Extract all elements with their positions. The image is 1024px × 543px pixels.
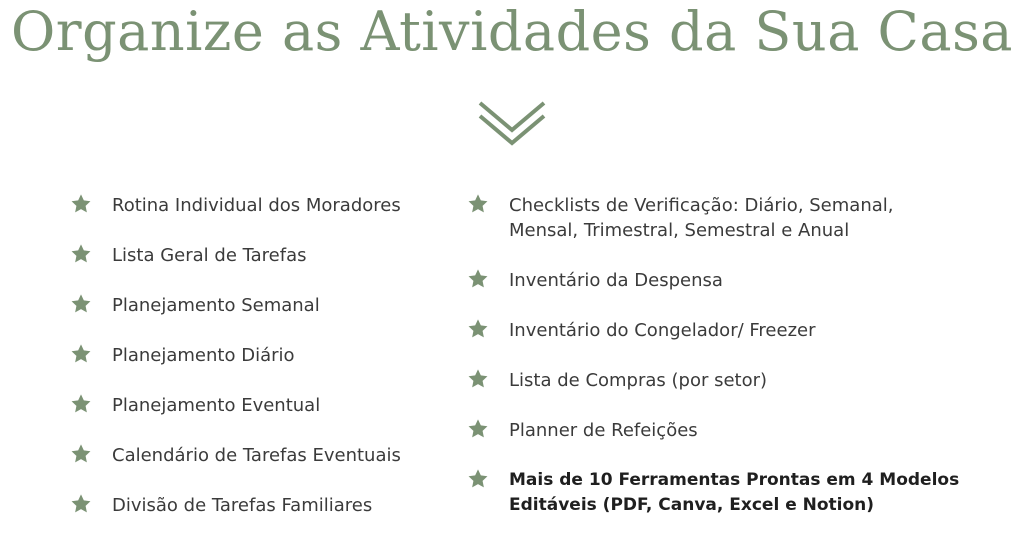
list-item-label: Checklists de Verificação: Diário, Semanal, Mensal, Trimestral, Semestral e Anual <box>509 195 894 241</box>
list-item <box>70 343 450 368</box>
list-item <box>70 493 450 518</box>
list-item <box>467 468 987 518</box>
list-item-label: Calendário de Tarefas Eventuais <box>112 445 401 466</box>
list-item-label: Lista Geral de Tarefas <box>112 245 307 266</box>
double-chevron-down-icon <box>477 100 547 146</box>
list-item <box>467 418 987 443</box>
star-icon <box>467 368 489 390</box>
list-item-label: Planejamento Semanal <box>112 295 320 316</box>
star-icon <box>467 193 489 215</box>
list-item-label: Planejamento Eventual <box>112 395 321 416</box>
star-icon <box>70 443 92 465</box>
list-item <box>467 318 987 343</box>
star-icon <box>70 243 92 265</box>
list-item <box>70 393 450 418</box>
list-item <box>467 193 987 243</box>
list-item-label: Lista de Compras (por setor) <box>509 370 768 391</box>
page-title: Organize as Atividades da Sua Casa <box>11 0 1013 63</box>
list-item-label: Inventário do Congelador/ Freezer <box>509 320 816 341</box>
list-item <box>70 293 450 318</box>
star-icon <box>467 268 489 290</box>
star-icon <box>70 393 92 415</box>
list-item-label: Divisão de Tarefas Familiares <box>112 495 373 516</box>
star-icon <box>70 193 92 215</box>
list-item-label: Rotina Individual dos Moradores <box>112 195 401 216</box>
list-item <box>70 243 450 268</box>
star-icon <box>467 468 489 490</box>
list-item-label: Planejamento Diário <box>112 345 295 366</box>
list-item <box>70 443 450 468</box>
features-list-left <box>70 193 450 543</box>
list-item <box>467 368 987 393</box>
features-list-right <box>467 193 987 543</box>
list-item-label: Mais de 10 Ferramentas Prontas em 4 Modelos Editáveis (PDF, Canva, Excel e Notion) <box>509 470 960 515</box>
star-icon <box>467 418 489 440</box>
list-item-label: Planner de Refeições <box>509 420 698 441</box>
list-item <box>467 268 987 293</box>
star-icon <box>70 343 92 365</box>
star-icon <box>70 493 92 515</box>
star-icon <box>467 318 489 340</box>
list-item <box>70 193 450 218</box>
star-icon <box>70 293 92 315</box>
list-item-label: Inventário da Despensa <box>509 270 723 291</box>
